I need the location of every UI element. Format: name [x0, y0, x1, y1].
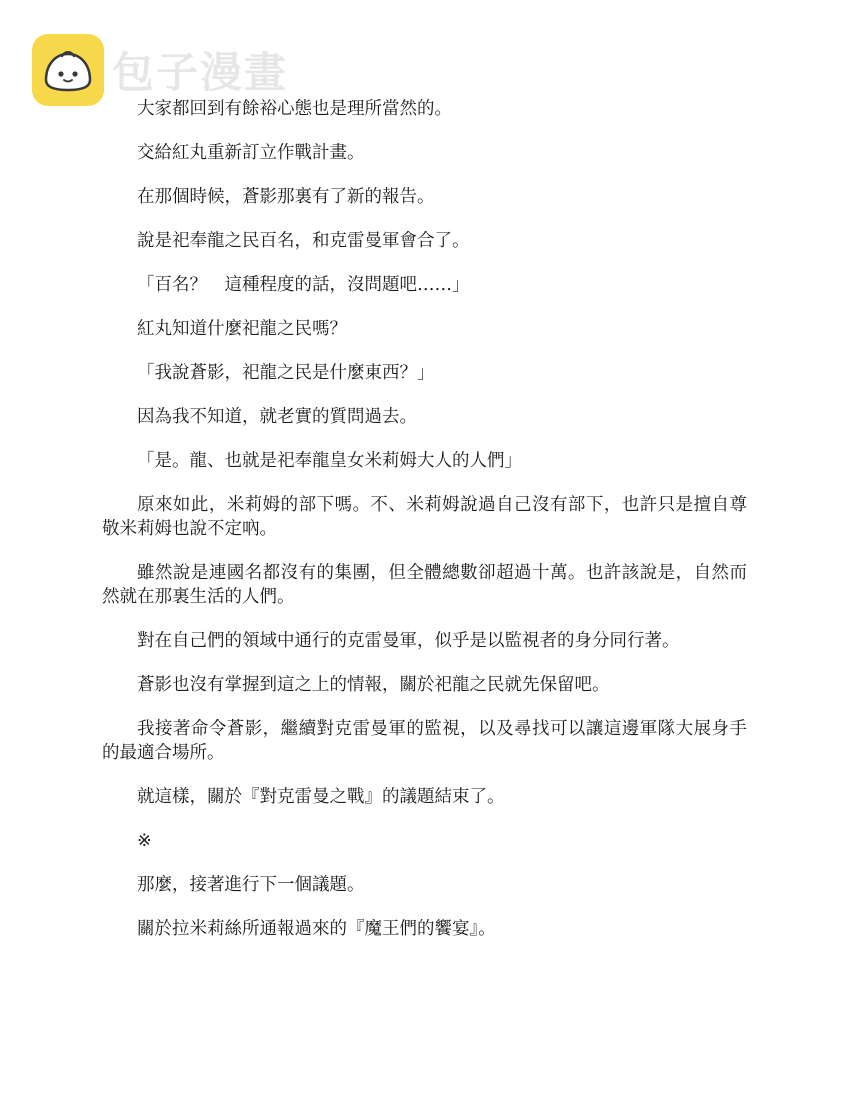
logo-text: 包子漫畫: [112, 48, 289, 97]
paragraph: 原來如此，米莉姆的部下嗎。不、米莉姆說過自己沒有部下，也許只是擅自尊敬米莉姆也說不定吶。: [102, 495, 747, 539]
paragraph: 我接著命令蒼影，繼續對克雷曼軍的監視，以及尋找可以讓這邊軍隊大展身手的最適合場所。: [102, 719, 747, 763]
dialogue-line: 「百名？ 這種程度的話，沒問題吧……」: [137, 275, 470, 295]
section-break: ※: [137, 831, 152, 851]
paragraph: 蒼影也沒有掌握到這之上的情報，關於祀龍之民就先保留吧。: [137, 675, 610, 695]
paragraph: 在那個時候，蒼影那裏有了新的報告。: [137, 187, 435, 207]
paragraph: 紅丸知道什麼祀龍之民嗎？: [137, 319, 347, 339]
paragraph: 關於拉米莉絲所通報過來的『魔王們的饗宴』。: [137, 919, 496, 939]
paragraph: 因為我不知道，就老實的質問過去。: [137, 407, 417, 427]
paragraph: 說是祀奉龍之民百名，和克雷曼軍會合了。: [137, 231, 470, 251]
paragraph: 雖然說是連國名都沒有的集團，但全體總數卻超過十萬。也許該說是，自然而然就在那裏生活的人們。: [102, 563, 747, 607]
paragraph: 就這樣，關於『對克雷曼之戰』的議題結束了。: [137, 787, 505, 807]
bun-icon: [32, 34, 104, 106]
site-logo[interactable]: [32, 34, 288, 106]
text-page: [102, 97, 747, 961]
dialogue-line: 「我說蒼影，祀龍之民是什麼東西？」: [137, 363, 435, 383]
paragraph: 交給紅丸重新訂立作戰計畫。: [137, 143, 365, 163]
paragraph: 那麼，接著進行下一個議題。: [137, 875, 365, 895]
paragraph: 對在自己們的領域中通行的克雷曼軍，似乎是以監視者的身分同行著。: [137, 631, 680, 651]
paragraph: 大家都回到有餘裕心態也是理所當然的。: [137, 99, 452, 119]
dialogue-line: 「是。龍、也就是祀奉龍皇女米莉姆大人的人們」: [137, 451, 522, 471]
